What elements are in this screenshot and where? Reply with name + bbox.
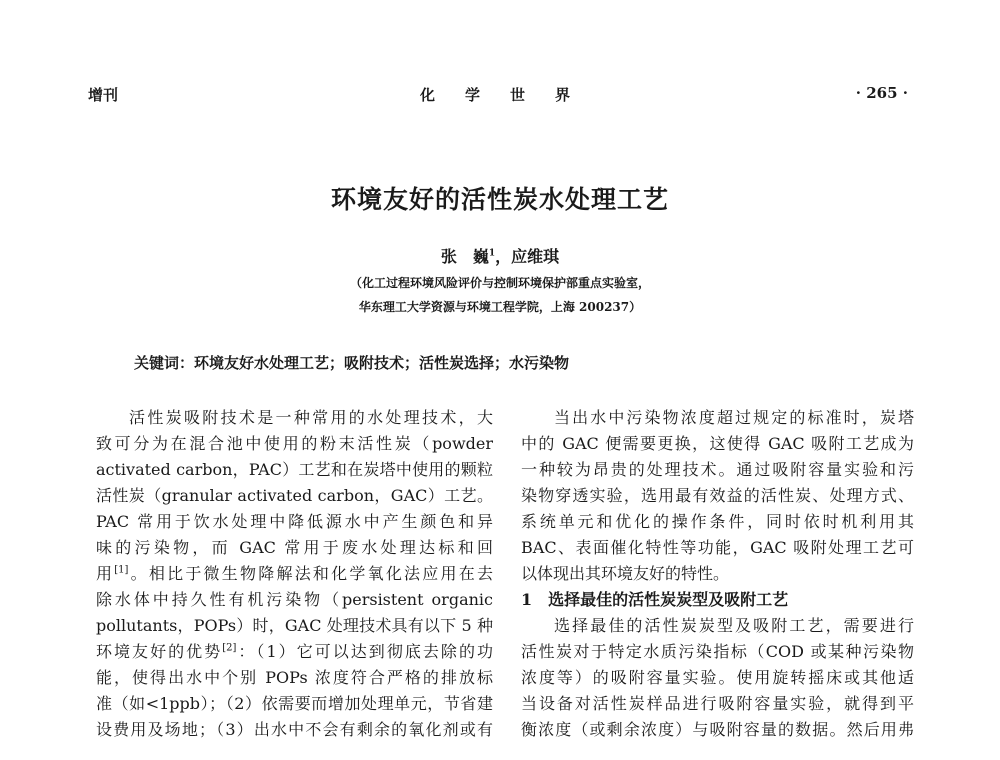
header-page-number: · 265 ·: [855, 84, 908, 102]
body-line: 活性炭对于特定水质污染指标（COD 或某种污染物: [521, 642, 914, 661]
author-1: 张 巍: [440, 247, 489, 266]
author-separator: ，: [495, 247, 512, 266]
author-1-superscript: 1: [488, 248, 496, 259]
left-column: [96, 405, 493, 743]
body-line: activated carbon，PAC）工艺和在炭塔中使用的颗粒: [96, 460, 493, 479]
body-line: 当出水中污染物浓度超过规定的标准时，炭塔: [554, 408, 914, 427]
body-line: PAC 常用于饮水处理中降低源水中产生颜色和异: [96, 512, 493, 531]
body-line: 活性炭吸附技术是一种常用的水处理技术，大: [129, 408, 493, 427]
body-line: 环境友好的优势[2]：（1）它可以达到彻底去除的功: [96, 642, 493, 661]
body-line: 一种较为昂贵的处理技术。通过吸附容量实验和污: [521, 460, 914, 479]
body-line: 活性炭（granular activated carbon，GAC）工艺。: [96, 486, 493, 505]
affiliation-line-1: （化工过程环境风险评价与控制环境保护部重点实验室，: [349, 276, 650, 290]
body-line: 浓度等）的吸附容量实验。使用旋转摇床或其他适: [521, 668, 914, 687]
running-header: [0, 84, 1000, 108]
body-line: 能，使得出水中个别 POPs 浓度符合严格的排放标: [96, 668, 493, 687]
right-column: [521, 405, 914, 743]
body-line: 以体现出其环境友好的特性。: [521, 564, 730, 583]
author-line: [0, 244, 1000, 267]
body-line: 当设备对活性炭样品进行吸附容量实验，就得到平: [521, 694, 914, 713]
affiliation-line-2: 华东理工大学资源与环境工程学院，上海 200237）: [358, 300, 642, 314]
body-line: 系统单元和优化的操作条件，同时依时机利用其: [521, 512, 914, 531]
section-heading: 1 选择最佳的活性炭炭型及吸附工艺: [521, 590, 789, 609]
body-line: pollutants，POPs）时，GAC 处理技术具有以下 5 种: [96, 616, 493, 635]
body-line: 准（如<1ppb）；（2）依需要而增加处理单元，节省建: [96, 694, 493, 713]
author-2: 应维琪: [511, 247, 560, 266]
paper-title: 环境友好的活性炭水处理工艺: [330, 185, 669, 214]
body-line: 致可分为在混合池中使用的粉末活性炭（powder: [96, 434, 493, 453]
keywords: 关键词：环境友好水处理工艺；吸附技术；活性炭选择；水污染物: [134, 354, 570, 372]
header-journal-name: 化学世界: [419, 86, 600, 104]
body-line: 味的污染物，而 GAC 常用于废水处理达标和回: [96, 538, 493, 557]
body-line: 除水体中持久性有机污染物（persistent organic: [96, 590, 493, 609]
body-line: 衡浓度（或剩余浓度）与吸附容量的数据。然后用弗: [521, 720, 914, 739]
header-issue-label: 增刊: [88, 86, 119, 104]
body-line: 选择最佳的活性炭炭型及吸附工艺，需要进行: [554, 616, 914, 635]
body-line: BAC、表面催化特性等功能，GAC 吸附处理工艺可: [521, 538, 914, 557]
body-line: 中的 GAC 便需要更换，这使得 GAC 吸附工艺成为: [521, 434, 914, 453]
body-line: 设费用及场地；（3）出水中不会有剩余的氧化剂或有: [96, 720, 493, 739]
body-line: 用[1]。相比于微生物降解法和化学氧化法应用在去: [96, 564, 493, 583]
body-line: 染物穿透实验，选用最有效益的活性炭、处理方式、: [521, 486, 914, 505]
